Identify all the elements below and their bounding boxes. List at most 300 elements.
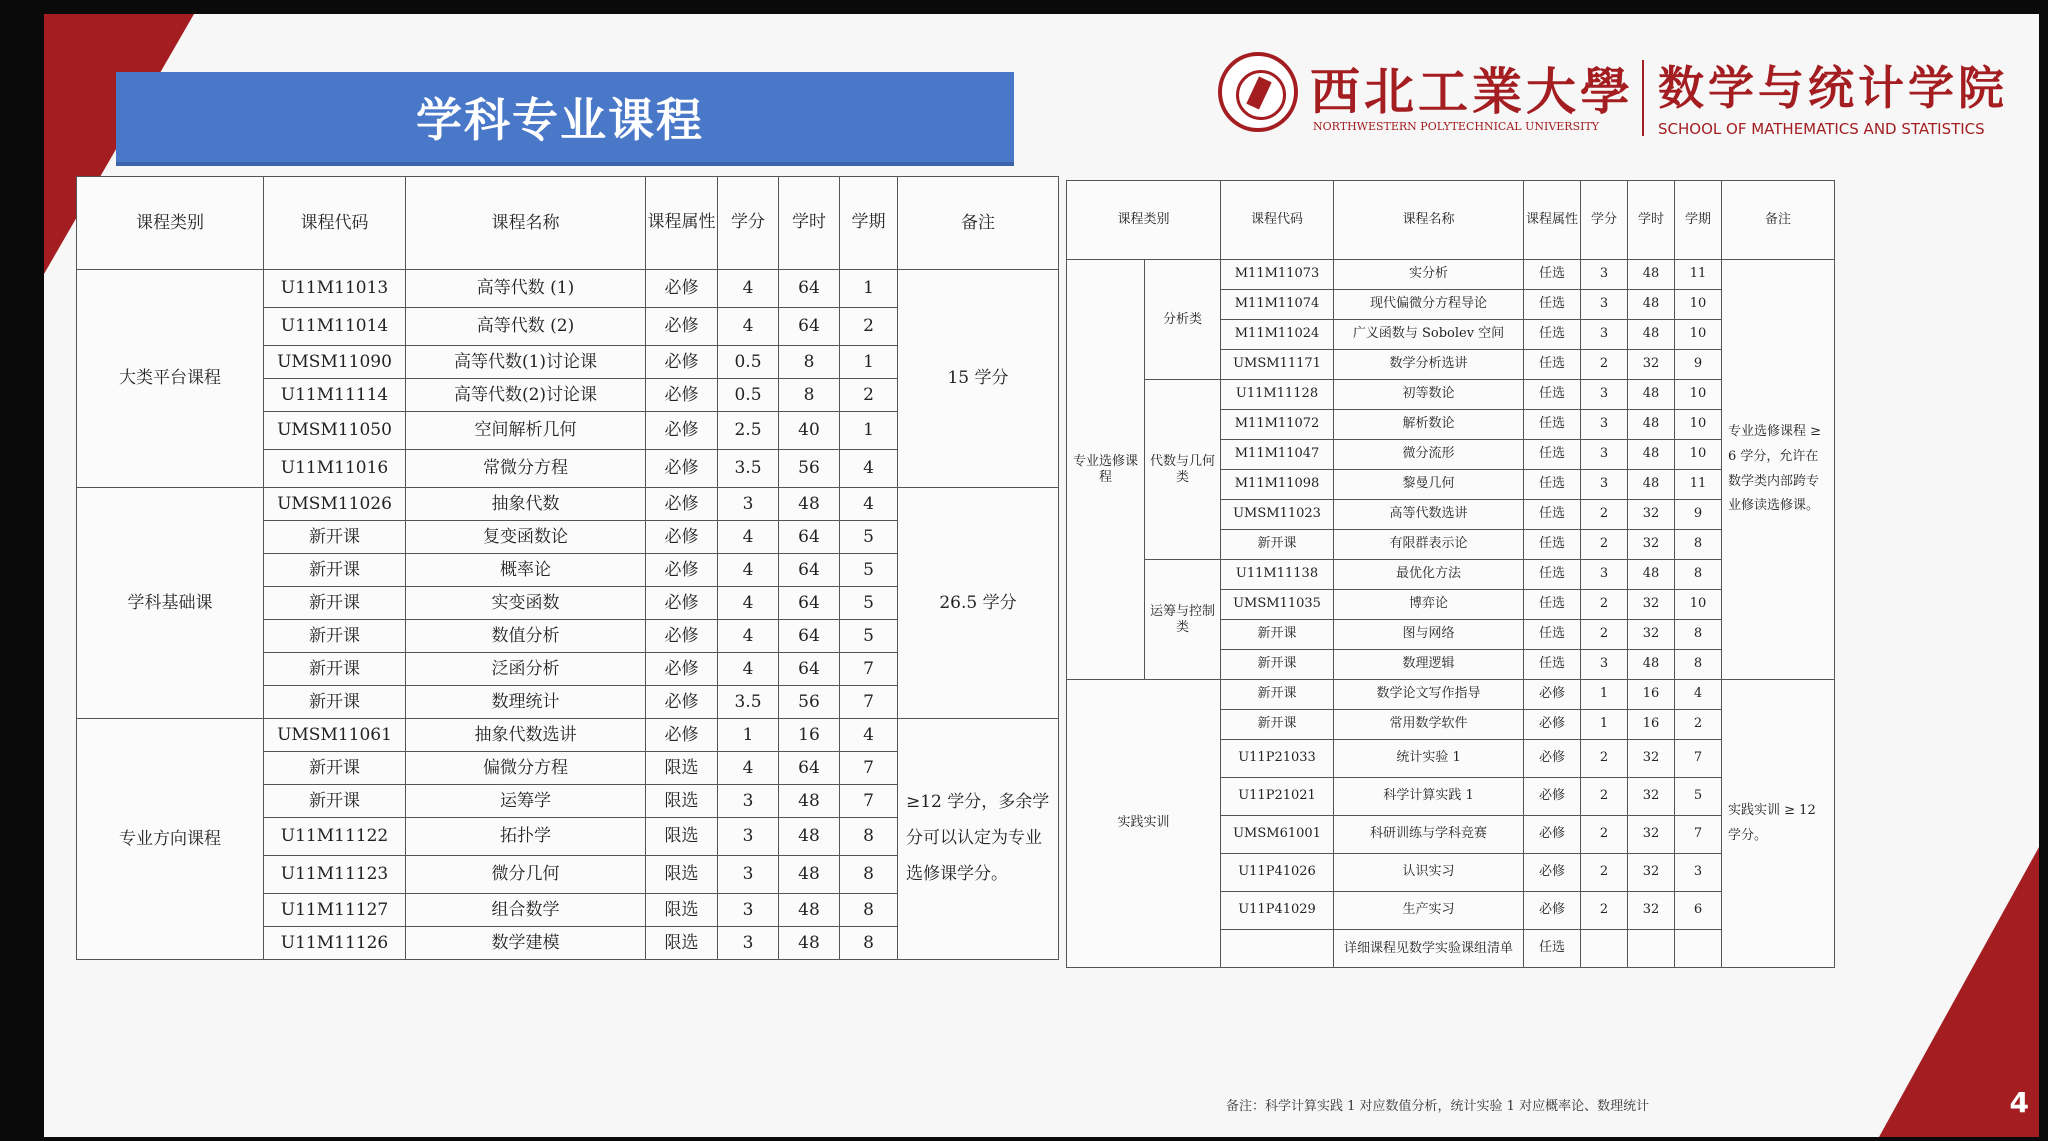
- course-name: 概率论: [406, 554, 646, 587]
- course-hours: 64: [779, 308, 840, 346]
- course-code: 新开课: [264, 620, 406, 653]
- course-name: 图与网络: [1334, 620, 1524, 650]
- course-name: 常微分方程: [406, 450, 646, 488]
- course-attr: 必修: [1524, 778, 1581, 816]
- course-credit: 3: [1581, 440, 1628, 470]
- course-name: 数学分析选讲: [1334, 350, 1524, 380]
- course-code: 新开课: [1221, 620, 1334, 650]
- course-code: UMSM11061: [264, 719, 406, 752]
- course-code: 新开课: [1221, 650, 1334, 680]
- course-hours: 32: [1628, 892, 1675, 930]
- header-remark: 备注: [898, 177, 1059, 270]
- course-term: 8: [840, 856, 898, 894]
- course-term: 7: [1675, 816, 1722, 854]
- remark-cell: 26.5 学分: [898, 488, 1059, 719]
- course-hours: 48: [1628, 320, 1675, 350]
- course-name: 高等代数(1)讨论课: [406, 346, 646, 379]
- header-name: 课程名称: [406, 177, 646, 270]
- header-name: 课程名称: [1334, 181, 1524, 260]
- course-hours: 8: [779, 346, 840, 379]
- course-credit: 2: [1581, 854, 1628, 892]
- course-credit: 2: [1581, 500, 1628, 530]
- category-cell: 专业方向课程: [77, 719, 264, 960]
- course-attr: 任选: [1524, 560, 1581, 590]
- course-credit: 4: [718, 308, 779, 346]
- course-attr: 任选: [1524, 290, 1581, 320]
- course-attr: 限选: [646, 818, 718, 856]
- course-attr: 必修: [646, 554, 718, 587]
- course-credit: 3: [718, 927, 779, 960]
- course-credit: 2: [1581, 530, 1628, 560]
- course-credit: 4: [718, 620, 779, 653]
- course-hours: 48: [1628, 650, 1675, 680]
- course-code: 新开课: [264, 521, 406, 554]
- course-attr: 必修: [1524, 816, 1581, 854]
- course-name: 抽象代数: [406, 488, 646, 521]
- course-credit: 1: [1581, 710, 1628, 740]
- course-hours: 32: [1628, 740, 1675, 778]
- course-code: UMSM11035: [1221, 590, 1334, 620]
- course-name: 泛函分析: [406, 653, 646, 686]
- course-credit: 2: [1581, 740, 1628, 778]
- course-attr: 必修: [646, 620, 718, 653]
- course-attr: 任选: [1524, 530, 1581, 560]
- course-credit: 2: [1581, 778, 1628, 816]
- category-cell: 专业选修课程: [1067, 260, 1145, 680]
- header-code: 课程代码: [264, 177, 406, 270]
- course-hours: 32: [1628, 854, 1675, 892]
- course-hours: 48: [779, 488, 840, 521]
- course-code: U11M11138: [1221, 560, 1334, 590]
- elective-course-table: [1066, 180, 1835, 968]
- course-attr: 任选: [1524, 260, 1581, 290]
- course-attr: 必修: [1524, 892, 1581, 930]
- course-attr: 必修: [646, 412, 718, 450]
- school-name-cn: 数学与统计学院: [1658, 61, 2008, 115]
- course-hours: 64: [779, 653, 840, 686]
- course-hours: 32: [1628, 500, 1675, 530]
- course-hours: 48: [1628, 560, 1675, 590]
- course-credit: 2: [1581, 350, 1628, 380]
- course-credit: 3: [1581, 320, 1628, 350]
- course-code: U11M11122: [264, 818, 406, 856]
- course-code: 新开课: [264, 785, 406, 818]
- course-name: 科研训练与学科竞赛: [1334, 816, 1524, 854]
- course-credit: 3: [1581, 410, 1628, 440]
- course-hours: 56: [779, 686, 840, 719]
- course-term: 11: [1675, 260, 1722, 290]
- course-hours: 16: [1628, 710, 1675, 740]
- course-credit: 3: [718, 785, 779, 818]
- course-credit: 3: [1581, 260, 1628, 290]
- course-attr: 必修: [1524, 740, 1581, 778]
- course-term: 1: [840, 412, 898, 450]
- course-term: 10: [1675, 590, 1722, 620]
- course-term: 8: [840, 818, 898, 856]
- university-name-en: NORTHWESTERN POLYTECHNICAL UNIVERSITY: [1313, 120, 1600, 133]
- course-term: 5: [840, 521, 898, 554]
- remark-cell: 实践实训 ≥ 12 学分。: [1722, 680, 1835, 968]
- course-attr: 必修: [646, 346, 718, 379]
- course-name: 复变函数论: [406, 521, 646, 554]
- course-attr: 任选: [1524, 620, 1581, 650]
- course-term: 10: [1675, 410, 1722, 440]
- subcategory-cell: 分析类: [1145, 260, 1221, 380]
- course-credit: 3: [1581, 650, 1628, 680]
- course-hours: 64: [779, 521, 840, 554]
- course-name: 解析数论: [1334, 410, 1524, 440]
- course-name: 初等数论: [1334, 380, 1524, 410]
- course-code: U11M11014: [264, 308, 406, 346]
- course-attr: 必修: [1524, 710, 1581, 740]
- category-cell: 实践实训: [1067, 680, 1221, 968]
- header-hours: 学时: [779, 177, 840, 270]
- course-credit: 4: [718, 554, 779, 587]
- course-code: UMSM11026: [264, 488, 406, 521]
- course-attr: 任选: [1524, 470, 1581, 500]
- table-row: [77, 719, 1059, 752]
- course-code: U11M11126: [264, 927, 406, 960]
- course-name: 认识实习: [1334, 854, 1524, 892]
- course-name: 高等代数(2)讨论课: [406, 379, 646, 412]
- course-name: 生产实习: [1334, 892, 1524, 930]
- course-name: 组合数学: [406, 894, 646, 927]
- course-name: 高等代数 (1): [406, 270, 646, 308]
- course-attr: 必修: [646, 379, 718, 412]
- course-attr: 必修: [646, 521, 718, 554]
- subcategory-cell: 运筹与控制类: [1145, 560, 1221, 680]
- course-name: 数学论文写作指导: [1334, 680, 1524, 710]
- course-term: 4: [840, 488, 898, 521]
- course-code: UMSM11023: [1221, 500, 1334, 530]
- course-name: 偏微分方程: [406, 752, 646, 785]
- course-code: M11M11073: [1221, 260, 1334, 290]
- course-term: 8: [1675, 560, 1722, 590]
- course-hours: 64: [779, 620, 840, 653]
- header-category: 课程类别: [1067, 181, 1221, 260]
- course-attr: 限选: [646, 856, 718, 894]
- course-hours: [1628, 930, 1675, 968]
- course-credit: 1: [718, 719, 779, 752]
- course-code: 新开课: [264, 752, 406, 785]
- course-attr: 限选: [646, 927, 718, 960]
- course-attr: 必修: [646, 587, 718, 620]
- course-attr: 必修: [646, 270, 718, 308]
- subcategory-cell: 代数与几何类: [1145, 380, 1221, 560]
- course-term: 8: [840, 927, 898, 960]
- course-term: 1: [840, 270, 898, 308]
- course-attr: 必修: [646, 450, 718, 488]
- course-term: 5: [840, 587, 898, 620]
- course-credit: 4: [718, 521, 779, 554]
- course-attr: 任选: [1524, 930, 1581, 968]
- course-code: 新开课: [264, 554, 406, 587]
- course-term: 8: [840, 894, 898, 927]
- course-attr: 限选: [646, 752, 718, 785]
- course-term: 10: [1675, 290, 1722, 320]
- course-hours: 48: [1628, 290, 1675, 320]
- header-credit: 学分: [1581, 181, 1628, 260]
- course-hours: 56: [779, 450, 840, 488]
- course-attr: 任选: [1524, 590, 1581, 620]
- course-term: 2: [840, 308, 898, 346]
- course-term: 2: [1675, 710, 1722, 740]
- course-name: 数理逻辑: [1334, 650, 1524, 680]
- course-name: 黎曼几何: [1334, 470, 1524, 500]
- header-term: 学期: [840, 177, 898, 270]
- course-credit: 3: [1581, 380, 1628, 410]
- course-hours: 32: [1628, 778, 1675, 816]
- course-attr: 必修: [646, 653, 718, 686]
- course-code: M11M11074: [1221, 290, 1334, 320]
- course-name: 拓扑学: [406, 818, 646, 856]
- course-code: U11M11114: [264, 379, 406, 412]
- course-term: 7: [840, 686, 898, 719]
- course-hours: 48: [779, 785, 840, 818]
- header-category: 课程类别: [77, 177, 264, 270]
- course-attr: 必修: [646, 719, 718, 752]
- course-code: [1221, 930, 1334, 968]
- logo-divider: [1642, 60, 1644, 136]
- course-term: 10: [1675, 320, 1722, 350]
- course-code: U11P41029: [1221, 892, 1334, 930]
- course-name: 统计实验 1: [1334, 740, 1524, 778]
- course-term: 9: [1675, 350, 1722, 380]
- course-name: 实分析: [1334, 260, 1524, 290]
- table-row: [77, 488, 1059, 521]
- course-term: 10: [1675, 440, 1722, 470]
- course-hours: 48: [1628, 410, 1675, 440]
- school-name-en: SCHOOL OF MATHEMATICS AND STATISTICS: [1658, 120, 1985, 138]
- course-term: 7: [840, 653, 898, 686]
- course-credit: 3: [1581, 290, 1628, 320]
- course-code: U11M11128: [1221, 380, 1334, 410]
- course-term: 4: [1675, 680, 1722, 710]
- course-hours: 64: [779, 587, 840, 620]
- table-row: [1067, 560, 1835, 590]
- course-code: UMSM61001: [1221, 816, 1334, 854]
- course-attr: 必修: [646, 308, 718, 346]
- course-term: 3: [1675, 854, 1722, 892]
- course-term: 5: [840, 554, 898, 587]
- course-hours: 48: [1628, 470, 1675, 500]
- course-code: U11M11123: [264, 856, 406, 894]
- course-name: 有限群表示论: [1334, 530, 1524, 560]
- course-code: U11P21021: [1221, 778, 1334, 816]
- header-term: 学期: [1675, 181, 1722, 260]
- remark-cell: ≥12 学分，多余学分可以认定为专业选修课学分。: [898, 719, 1059, 960]
- course-code: U11P41026: [1221, 854, 1334, 892]
- course-code: M11M11047: [1221, 440, 1334, 470]
- course-name: 高等代数 (2): [406, 308, 646, 346]
- header-code: 课程代码: [1221, 181, 1334, 260]
- course-hours: 48: [779, 818, 840, 856]
- course-term: 8: [1675, 620, 1722, 650]
- course-hours: 48: [1628, 260, 1675, 290]
- course-code: M11M11072: [1221, 410, 1334, 440]
- course-credit: 1: [1581, 680, 1628, 710]
- course-code: UMSM11171: [1221, 350, 1334, 380]
- course-hours: 32: [1628, 620, 1675, 650]
- course-name: 高等代数选讲: [1334, 500, 1524, 530]
- course-term: 8: [1675, 530, 1722, 560]
- course-credit: 4: [718, 752, 779, 785]
- header-credit: 学分: [718, 177, 779, 270]
- course-attr: 任选: [1524, 320, 1581, 350]
- course-credit: 3.5: [718, 686, 779, 719]
- course-attr: 任选: [1524, 440, 1581, 470]
- course-hours: 48: [779, 856, 840, 894]
- table-row: [1067, 380, 1835, 410]
- course-hours: 32: [1628, 530, 1675, 560]
- header-attr: 课程属性: [1524, 181, 1581, 260]
- course-name: 博弈论: [1334, 590, 1524, 620]
- course-attr: 任选: [1524, 410, 1581, 440]
- course-attr: 必修: [646, 686, 718, 719]
- category-cell: 学科基础课: [77, 488, 264, 719]
- core-course-table: [76, 176, 1059, 960]
- course-code: 新开课: [1221, 710, 1334, 740]
- course-credit: 2: [1581, 590, 1628, 620]
- course-term: 4: [840, 450, 898, 488]
- course-name: 科学计算实践 1: [1334, 778, 1524, 816]
- course-code: 新开课: [1221, 680, 1334, 710]
- course-attr: 任选: [1524, 350, 1581, 380]
- page-number: 4: [2009, 1086, 2029, 1119]
- course-name: 详细课程见数学实验课组清单: [1334, 930, 1524, 968]
- table-row: [77, 270, 1059, 308]
- course-hours: 32: [1628, 590, 1675, 620]
- course-credit: 4: [718, 653, 779, 686]
- course-credit: 3: [1581, 470, 1628, 500]
- course-credit: 2: [1581, 816, 1628, 854]
- category-cell: 大类平台课程: [77, 270, 264, 488]
- course-credit: [1581, 930, 1628, 968]
- course-hours: 16: [779, 719, 840, 752]
- course-code: UMSM11050: [264, 412, 406, 450]
- course-code: 新开课: [264, 653, 406, 686]
- university-name-cn: 西北工業大學: [1310, 62, 1634, 121]
- course-code: U11P21033: [1221, 740, 1334, 778]
- course-name: 数值分析: [406, 620, 646, 653]
- title-banner: [116, 72, 1014, 166]
- page-title: 学科专业课程: [416, 93, 704, 147]
- course-attr: 必修: [1524, 680, 1581, 710]
- course-name: 运筹学: [406, 785, 646, 818]
- course-term: 11: [1675, 470, 1722, 500]
- course-credit: 2.5: [718, 412, 779, 450]
- course-credit: 0.5: [718, 346, 779, 379]
- remark-cell: 专业选修课程 ≥ 6 学分，允许在数学类内部跨专业修读选修课。: [1722, 260, 1835, 680]
- course-code: U11M11016: [264, 450, 406, 488]
- course-attr: 任选: [1524, 500, 1581, 530]
- course-credit: 2: [1581, 620, 1628, 650]
- table-row: [1067, 260, 1835, 290]
- course-term: 7: [840, 785, 898, 818]
- course-name: 抽象代数选讲: [406, 719, 646, 752]
- university-seal-icon: [1218, 52, 1298, 132]
- course-credit: 0.5: [718, 379, 779, 412]
- course-attr: 任选: [1524, 650, 1581, 680]
- course-term: 4: [840, 719, 898, 752]
- course-code: U11M11013: [264, 270, 406, 308]
- course-term: 2: [840, 379, 898, 412]
- course-credit: 4: [718, 587, 779, 620]
- course-credit: 3: [718, 488, 779, 521]
- course-hours: 64: [779, 752, 840, 785]
- course-name: 常用数学软件: [1334, 710, 1524, 740]
- course-hours: 16: [1628, 680, 1675, 710]
- table-row: [1067, 680, 1835, 710]
- course-term: 6: [1675, 892, 1722, 930]
- table-header-row: [1067, 181, 1835, 260]
- course-attr: 限选: [646, 785, 718, 818]
- table-footnote: 备注：科学计算实践 1 对应数值分析，统计实验 1 对应概率论、数理统计: [1226, 1099, 1650, 1114]
- header-remark: 备注: [1722, 181, 1835, 260]
- course-term: 5: [840, 620, 898, 653]
- course-hours: 8: [779, 379, 840, 412]
- course-code: 新开课: [264, 587, 406, 620]
- course-term: 5: [1675, 778, 1722, 816]
- course-credit: 3: [718, 818, 779, 856]
- course-name: 现代偏微分方程导论: [1334, 290, 1524, 320]
- table-header-row: [77, 177, 1059, 270]
- course-term: [1675, 930, 1722, 968]
- course-code: U11M11127: [264, 894, 406, 927]
- course-term: 9: [1675, 500, 1722, 530]
- course-credit: 3: [1581, 560, 1628, 590]
- course-name: 空间解析几何: [406, 412, 646, 450]
- course-code: UMSM11090: [264, 346, 406, 379]
- remark-cell: 15 学分: [898, 270, 1059, 488]
- course-code: 新开课: [264, 686, 406, 719]
- course-credit: 3: [718, 856, 779, 894]
- course-credit: 2: [1581, 892, 1628, 930]
- course-term: 1: [840, 346, 898, 379]
- course-name: 数学建模: [406, 927, 646, 960]
- course-term: 7: [840, 752, 898, 785]
- course-hours: 40: [779, 412, 840, 450]
- course-hours: 48: [779, 927, 840, 960]
- course-hours: 64: [779, 554, 840, 587]
- course-name: 微分流形: [1334, 440, 1524, 470]
- course-term: 10: [1675, 380, 1722, 410]
- course-name: 微分几何: [406, 856, 646, 894]
- course-attr: 任选: [1524, 380, 1581, 410]
- header-hours: 学时: [1628, 181, 1675, 260]
- course-hours: 32: [1628, 350, 1675, 380]
- course-hours: 32: [1628, 816, 1675, 854]
- course-name: 数理统计: [406, 686, 646, 719]
- course-code: 新开课: [1221, 530, 1334, 560]
- course-name: 实变函数: [406, 587, 646, 620]
- course-code: M11M11098: [1221, 470, 1334, 500]
- course-term: 8: [1675, 650, 1722, 680]
- school-logo: [1218, 52, 2008, 148]
- course-attr: 限选: [646, 894, 718, 927]
- course-hours: 64: [779, 270, 840, 308]
- course-hours: 48: [1628, 380, 1675, 410]
- course-term: 7: [1675, 740, 1722, 778]
- course-code: M11M11024: [1221, 320, 1334, 350]
- course-credit: 4: [718, 270, 779, 308]
- course-credit: 3.5: [718, 450, 779, 488]
- course-attr: 必修: [1524, 854, 1581, 892]
- course-name: 最优化方法: [1334, 560, 1524, 590]
- course-name: 广义函数与 Sobolev 空间: [1334, 320, 1524, 350]
- course-credit: 3: [718, 894, 779, 927]
- course-attr: 必修: [646, 488, 718, 521]
